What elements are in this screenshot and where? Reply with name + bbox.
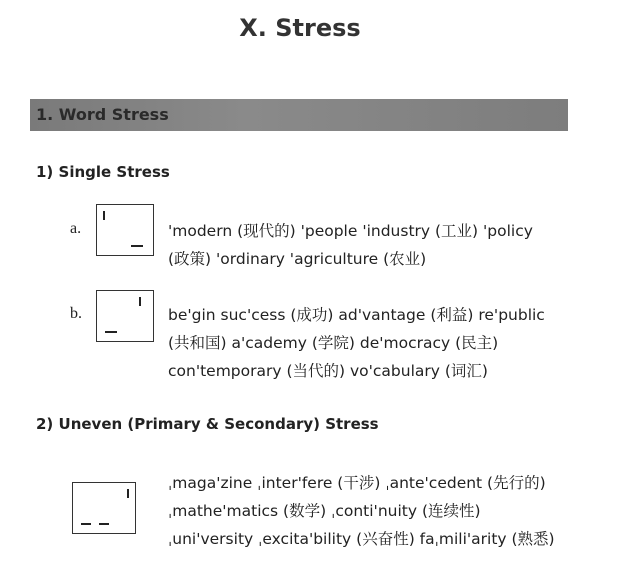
uneven-stress-heading: 2) Uneven (Primary & Secondary) Stress [36, 415, 379, 433]
single-stress-heading: 1) Single Stress [36, 163, 170, 181]
unstressed-dash-icon [131, 245, 143, 247]
stress-pattern-box-a [96, 204, 154, 256]
stress-pattern-box-b [96, 290, 154, 342]
stress-pattern-box-uneven [72, 482, 136, 534]
word-line-c2: ˌmathe'matics (数学) ˌconti'nuity (连续性) [168, 502, 481, 520]
item-a-marker: a. [70, 220, 82, 237]
stress-mark-icon [103, 211, 105, 220]
word-line-a1: 'modern (现代的) 'people 'industry (工业) 'policy [168, 222, 533, 240]
stress-mark-icon [127, 489, 129, 498]
unstressed-dash-icon [105, 331, 117, 333]
page-title: X. Stress [239, 14, 361, 42]
section-header-bar [30, 99, 568, 131]
word-line-c1: ˌmaga'zine ˌinter'fere (干涉) ˌante'cedent (先行的) [168, 474, 546, 492]
word-line-a2: (政策) 'ordinary 'agriculture (农业) [168, 250, 427, 268]
word-line-b2: (共和国) a'cademy (学院) de'mocracy (民主) [168, 334, 499, 352]
item-b-marker: b. [70, 305, 82, 322]
secondary-dash-icon [99, 523, 109, 525]
word-line-b1: be'gin suc'cess (成功) ad'vantage (利益) re'public [168, 306, 545, 324]
section-header-label: 1. Word Stress [36, 105, 169, 124]
stress-mark-icon [139, 297, 141, 306]
secondary-dash-icon [81, 523, 91, 525]
word-line-b3: con'temporary (当代的) vo'cabulary (词汇) [168, 362, 488, 380]
word-line-c3: ˌuni'versity ˌexcita'bility (兴奋性) faˌmili'arity (熟悉) [168, 530, 555, 548]
